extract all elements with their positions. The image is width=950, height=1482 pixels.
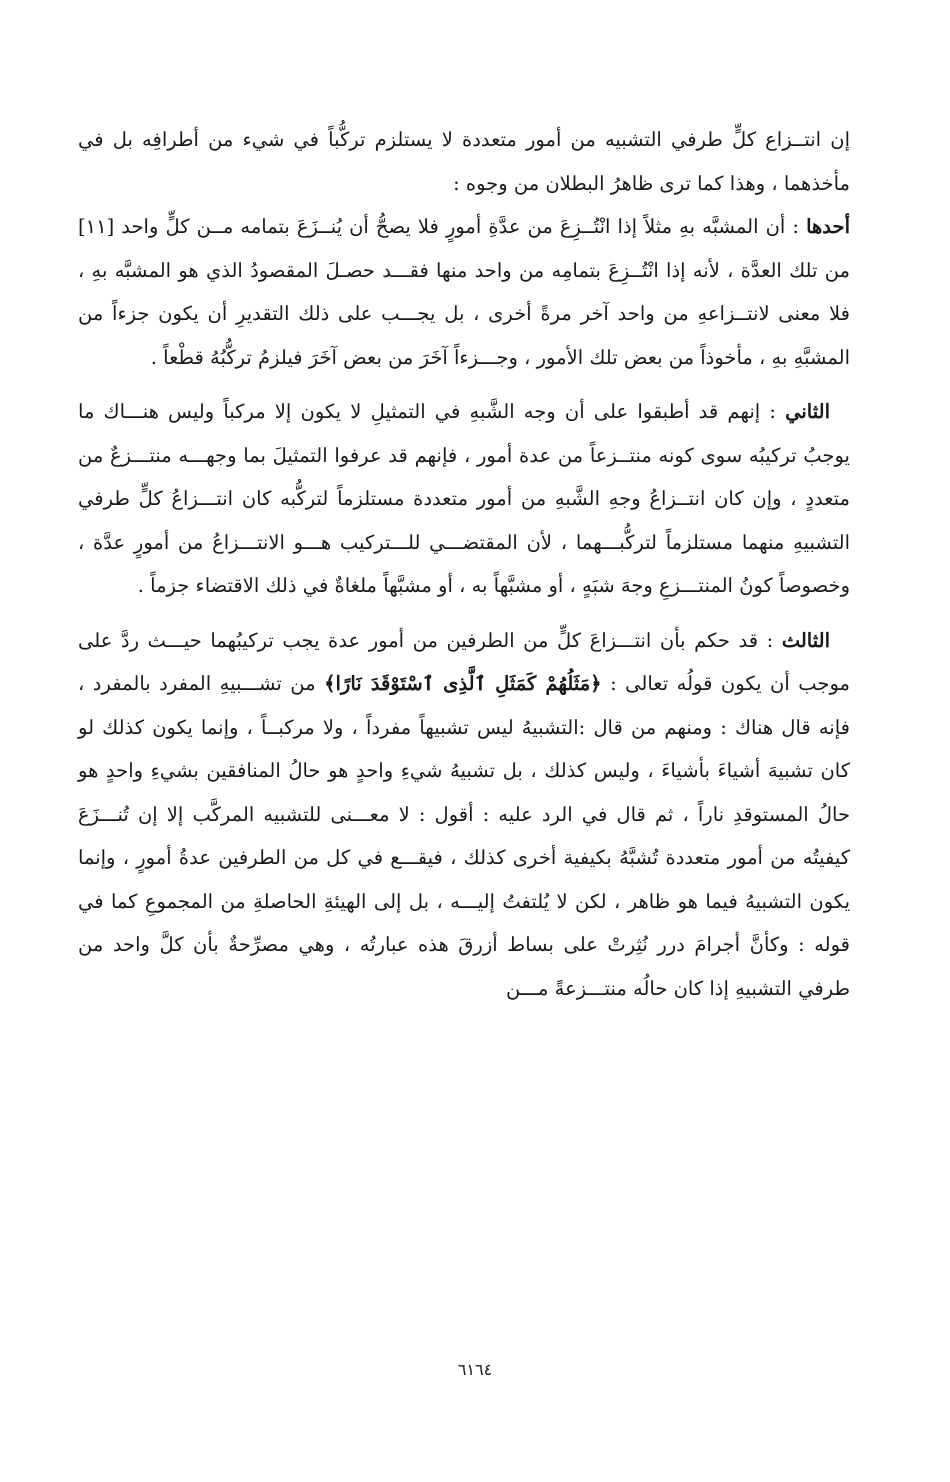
paragraph-text: : قد حكم بأن انتـــزاعَ كلٍّ من الطرفين من أمور عدة يجب تركيبُهما حيـــث ردَّ على موجب أن يكون قولُه تعالى : [78,628,850,695]
paragraph-lead: الثاني [785,400,830,423]
paragraph-text-continued: من تشـــبيهِ المفرد بالمفرد ، فإنه قال هناك : ومنهم من قال :التشبيهُ ليس تشبيهاً مفرداً ، ولا مركبــاً ، وإنما يكون كذلك لو كان تشبيهَ أشياءَ بأشياءَ ، وليس كذلك ، بل تشبيهُ شيءِ واحدٍ هو حالُ المنافقين بشيءِ واحدٍ هو حالُ المستوقدِ ناراً ، ثم قال في الرد عليه : أقول : لا معـــنى للتشبيه المركَّب إلا إن تُنـــزَعَ كيفيتُه من أمور متعددة تُشبَّهُ بكيفية أخرى كذلك ، فيقـــع في كل من الطرفين عدةُ أمورٍ ، وإنما يكون التشبيهُ فيما هو ظاهر ، لكن لا يُلتفتُ إليـــه ، بل إلى الهيئةِ الحاصلةِ من المجموعِ كما في قوله : وكأنَّ أجرامَ درر نُثِرتْ على بساط أزرقَ هذه عبارتُه ، وهي مصرِّحةٌ بأن كلَّ واحد من طرفي التشبيهِ إذا كان حالُه منتـــزعةً مـــن [78,672,850,1000]
quran-quote: ﴿مَثَلُهُمْ كَمَثَلِ ٱلَّذِى ٱسْتَوْقَدَ نَارًا﴾ [324,672,602,695]
paragraph-text: : أن المشبَّه بهِ مثلاً إذا انْتُــزِعَ من عدَّةِ أمورٍ فلا يصحُّ أن يُنــزَعَ بتمامه مــن كلٍّ واحد [١١] من تلك العدَّة ، لأنه إذا انْتُــزِعَ بتمامِه من واحد منها فقـــد حصـلَ المقصودُ الذي هو المشبَّه بهِ ، فلا معنى لانتــزاعهِ من واحد آخر مرةً أخرى ، بل يجـــب على ذلك التقديرِ أن يكون جزءاً من المشبَّهِ بهِ ، مأخوذاً من بعض تلك الأمور ، وجـــزءاً آخَرَ من بعض آخَرَ فيلزمُ تركُّبُهُ قطْعاً . [78,215,850,369]
paragraph-text: : إنهم قد أطبقوا على أن وجه الشَّبهِ في التمثيلِ لا يكون إلا مركباً وليس هنـــاك ما يوجبُ تركيبُه سوى كونه منتــزعاً من عدة أمور ، فإنهم قد عرفوا التمثيلَ بما وجهـــه منتـــزعٌ من متعددٍ ، وإن كان انتــزاعُ وجهِ الشَّبهِ من أمور متعددة مستلزماً لتركُّبه كان انتـــزاعُ كلٍّ طرفي التشبيهِ منهما مستلزماً لتركُّبـــهما ، لأن المقتضـــي للـــتركيب هـــو الانتـــزاعُ من أمورٍ عدَّة ، وخصوصاً كونُ المنتـــزعِ وجهَ شبَهٍ ، أو مشبَّهاً به ، أو مشبَّهاً ملغاةٌ في ذلك الاقتضاء جزماً . [78,400,850,597]
third-point-paragraph [78,619,850,1011]
second-point-paragraph [78,390,850,608]
first-point-paragraph [78,205,850,379]
page-number: ٦١٦٤ [457,1360,493,1379]
paragraph-lead: الثالث [781,628,830,652]
body-text [78,118,850,1010]
intro-paragraph [78,118,850,205]
paragraph-lead: أحدها [806,215,850,238]
paragraph-text: إن انتــزاع كلٍّ طرفي التشبيه من أمور متعددة لا يستلزم تركُّباً في شيء من أطرافِه بل في مأخذهما ، وهذا كما ترى ظاهرُ البطلان من وجوه : [78,128,850,195]
